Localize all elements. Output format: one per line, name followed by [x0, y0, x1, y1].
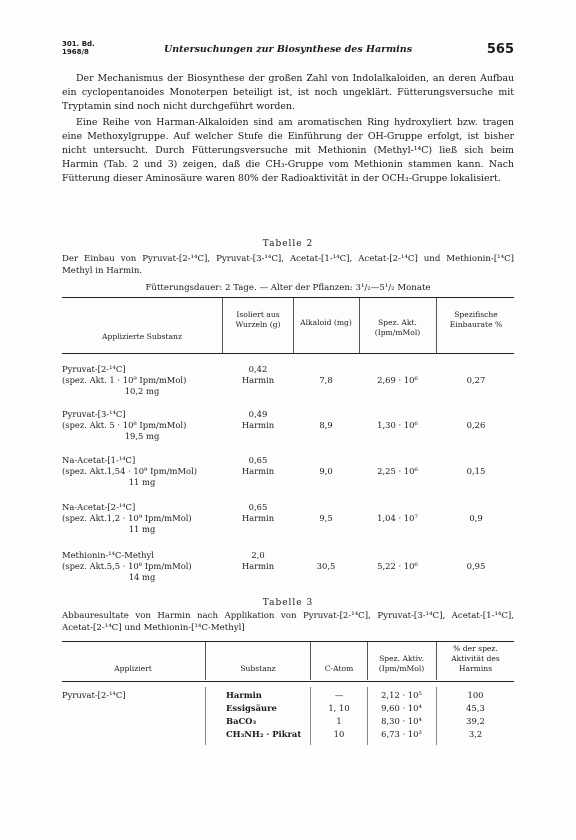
- t3-activity: 9,60 · 10⁴: [381, 703, 422, 713]
- t2-alkaloid: 8,9: [319, 420, 333, 430]
- t2-isolated-grams: 2,0: [251, 550, 265, 560]
- t2-substance-name: Pyruvat-[2-¹⁴C]: [62, 364, 126, 374]
- table3-column-divider: [205, 642, 206, 680]
- year-issue-line: 1968/8: [62, 48, 89, 56]
- table3-header-percent: % der spez. Aktivität des Harmins: [451, 644, 500, 673]
- t3-percent: 100: [467, 690, 484, 700]
- t2-activity: 2,69 · 10⁶: [377, 375, 418, 385]
- table2-header-substance: Applizierte Substanz: [102, 332, 182, 341]
- table2-column-divider: [436, 298, 437, 353]
- t2-substance-name: Methionin-¹⁴C-Methyl: [62, 550, 154, 560]
- t2-isolated-name: Harmin: [241, 466, 275, 476]
- body-text: [62, 72, 514, 186]
- t2-substance-amount: 14 mg: [128, 572, 156, 582]
- t2-substance-spec: (spez. Akt.1,2 · 10⁹ Ipm/mMol): [62, 513, 192, 523]
- table2-caption: Der Einbau von Pyruvat-[2-¹⁴C], Pyruvat-[3-¹⁴C], Acetat-[1-¹⁴C], Acetat-[2-¹⁴C] und Methionin-[¹⁴C] Methyl in Harmin.: [62, 254, 514, 276]
- t3-percent: 45,3: [466, 703, 485, 713]
- table2-header-rule: [62, 353, 514, 354]
- page-number: 565: [486, 42, 514, 57]
- t2-alkaloid: 9,5: [319, 513, 333, 523]
- t2-substance-amount: 11 mg: [128, 524, 156, 534]
- table3-body-divider: [205, 687, 206, 745]
- table3-header-rule: [62, 681, 514, 682]
- table3-body-divider: [367, 687, 368, 745]
- table3-header-substance: Substanz: [240, 664, 276, 673]
- t3-catom: —: [334, 690, 344, 700]
- table3-body-divider: [310, 687, 311, 745]
- t3-substance: Harmin: [226, 690, 262, 700]
- running-title: Untersuchungen zur Biosynthese des Harmins: [163, 44, 413, 55]
- t2-isolated-name: Harmin: [241, 561, 275, 571]
- t2-activity: 2,25 · 10⁶: [377, 466, 418, 476]
- running-header: [62, 40, 514, 66]
- table3-top-rule: [62, 641, 514, 642]
- t3-catom: 10: [333, 729, 345, 739]
- t2-isolated-name: Harmin: [241, 420, 275, 430]
- t2-alkaloid: 7,8: [319, 375, 333, 385]
- t3-substance: BaCO₃: [226, 716, 257, 726]
- table3-body-divider: [436, 687, 437, 745]
- table2-header-isolated: Isoliert aus Wurzeln (g): [235, 310, 281, 329]
- t2-activity: 1,04 · 10⁷: [377, 513, 418, 523]
- t2-substance-name: Pyruvat-[3-¹⁴C]: [62, 409, 126, 419]
- table3-label: Tabelle 3: [262, 598, 314, 608]
- t2-isolated-grams: 0,42: [248, 364, 268, 374]
- t2-substance-amount: 11 mg: [128, 477, 156, 487]
- t3-applied: Pyruvat-[2-¹⁴C]: [62, 690, 126, 700]
- table2-header-activity: Spez. Akt. (Ipm/mMol): [374, 318, 421, 337]
- table3-caption: Abbauresultate von Harmin nach Applikation von Pyruvat-[2-¹⁴C], Pyruvat-[3-¹⁴C], Acetat-[1-¹⁴C], Acetat-[2-¹⁴C] und Methionin-[¹⁴C-Methyl]: [62, 611, 514, 633]
- t3-substance: CH₃NH₂ · Pikrat: [226, 729, 302, 739]
- table3-column-divider: [310, 642, 311, 680]
- table3-header-activity: Spez. Aktiv. (Ipm/mMol): [378, 654, 425, 673]
- t2-substance-spec: (spez. Akt.1,54 · 10⁹ Ipm/mMol): [62, 466, 198, 476]
- table2-column-divider: [222, 298, 223, 353]
- t2-substance-name: Na-Acetat-[2-¹⁴C]: [62, 502, 136, 512]
- t2-isolated-grams: 0,65: [248, 455, 268, 465]
- t2-rate: 0,15: [466, 466, 486, 476]
- t2-substance-name: Na-Acetat-[1-¹⁴C]: [62, 455, 136, 465]
- paragraph: Der Mechanismus der Biosynthese der großen Zahl von Indolalkaloiden, an deren Aufbau ein cyclopentanoides Monoterpen beteiligt ist, ist noch ungeklärt. Fütterungsversuche mit Tryptamin sind noch nicht durchgeführt worden.: [62, 73, 514, 112]
- t3-activity: 6,73 · 10³: [381, 729, 422, 739]
- t3-catom: 1, 10: [328, 703, 350, 713]
- t2-isolated-grams: 0,65: [248, 502, 268, 512]
- table2-top-rule: [62, 297, 514, 298]
- t2-activity: 5,22 · 10⁶: [377, 561, 418, 571]
- t2-activity: 1,30 · 10⁶: [377, 420, 418, 430]
- t2-isolated-name: Harmin: [241, 513, 275, 523]
- table2-header-alkaloid: Alkaloid (mg): [300, 318, 352, 327]
- t3-activity: 8,30 · 10⁴: [381, 716, 422, 726]
- t3-percent: 3,2: [468, 729, 483, 739]
- table2-header-rate: Spezifische Einbaurate %: [449, 310, 503, 329]
- table2-label: Tabelle 2: [262, 239, 314, 249]
- t2-rate: 0,26: [466, 420, 486, 430]
- paragraph: Eine Reihe von Harman-Alkaloiden sind am aromatischen Ring hydroxyliert bzw. tragen eine Methoxylgruppe. Auf welcher Stufe die Einführung der OH-Gruppe erfolgt, ist bisher nicht untersucht. Durch Fütterungsversuche mit Methionin (Methyl-¹⁴C) ließ sich beim Harmin (Tab. 2 und 3) zeigen, daß die CH₃-Gruppe vom Methionin stammen kann. Nach Fütterung dieser Aminosäure waren 80% der Radioaktivität in der OCH₃-Gruppe lokalisiert.: [62, 117, 514, 184]
- t2-alkaloid: 9,0: [319, 466, 333, 476]
- t2-alkaloid: 30,5: [316, 561, 336, 571]
- t2-substance-spec: (spez. Akt. 1 · 10⁹ Ipm/mMol): [62, 375, 187, 385]
- t2-substance-amount: 10,2 mg: [124, 386, 160, 396]
- t2-rate: 0,95: [466, 561, 486, 571]
- table3-header-catom: C-Atom: [324, 664, 354, 673]
- table3-header-applied: Appliziert: [114, 664, 152, 673]
- t2-substance-amount: 19,5 mg: [124, 431, 160, 441]
- t3-percent: 39,2: [466, 716, 485, 726]
- t2-substance-spec: (spez. Akt. 5 · 10⁸ Ipm/mMol): [62, 420, 187, 430]
- t2-isolated-grams: 0,49: [248, 409, 268, 419]
- table2-subcaption: Fütterungsdauer: 2 Tage. — Alter der Pflanzen: 3¹/₂—5¹/₂ Monate: [145, 283, 431, 293]
- t3-substance: Essigsäure: [226, 703, 277, 713]
- t2-rate: 0,27: [466, 375, 486, 385]
- t2-rate: 0,9: [469, 513, 483, 523]
- t2-substance-spec: (spez. Akt.5,5 · 10⁸ Ipm/mMol): [62, 561, 192, 571]
- t2-isolated-name: Harmin: [241, 375, 275, 385]
- t3-activity: 2,12 · 10⁵: [381, 690, 422, 700]
- t3-catom: 1: [336, 716, 342, 726]
- volume-line: 301. Bd.: [62, 40, 95, 48]
